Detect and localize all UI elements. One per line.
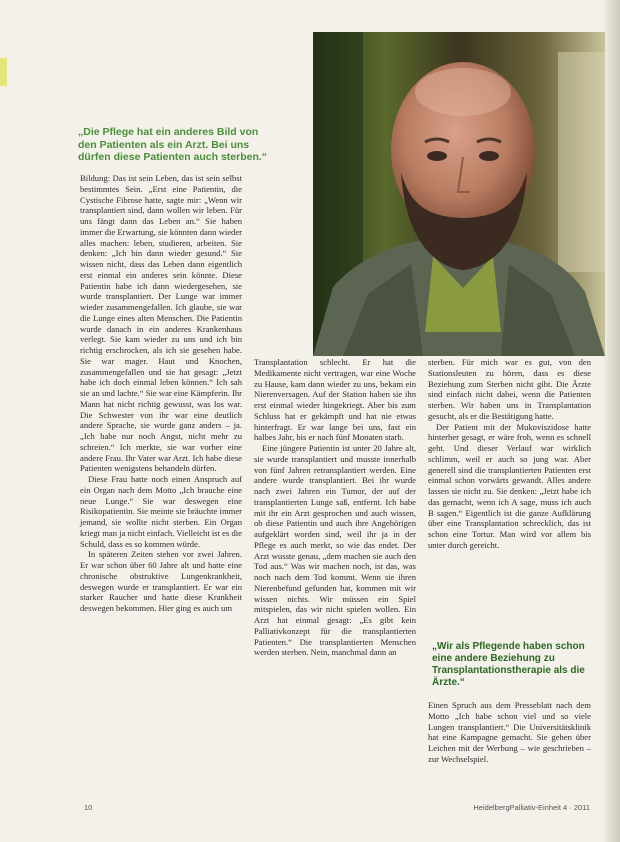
paragraph: Eine jüngere Patientin ist unter 20 Jahre alt, sie wurde transplantiert und musste innerhalb von fünf Jahren retransplantiert werden. Eine andere wurde transplantiert. Bei ihr wurde nach zwei Jahren ein Tumor, der auf der transplantierten Lunge saß, entfernt. Ich habe mit ihr ein Arzt gesprochen und auch wissen, ob diese Patientin und auch ihre Angehörigen aufgeklärt worden sind, weil ihr ja in der Pflege es auch merkt, so wie das endet. Der Arzt wusste genau, „dem machen sie auch den Tod aus.“ Was wir machen noch, ist das, was noch nach dem Tod kommt. Wenn sie ihren Nierenbefund gefunden hat, kommen mit wir wissen nichts. Wir müssen ein Spiel mitspielen, das wir nicht spielen wollen. Ein Arzt hat einmal gesagt: „Es gibt kein Palliativkonzept für die transplantierten Patienten.“ Die transplantierten Menschen werden sterben. Nein, manchmal dann an <box>254 443 416 658</box>
yellow-edge-mark <box>0 58 7 86</box>
paragraph: sterben. Für mich war es gut, von den Stationsleuten zu hören, dass es diese Beziehung zum Sterben nicht gibt. Die Ärzte sind einfach nicht dabei, wenn die Patienten sterben. Wir haben uns in Transplantation gesucht, als er die Bestätigung hatte. <box>428 357 591 421</box>
pull-quote-bottom: „Wir als Pflegende haben schon eine andere Beziehung zu Transplantationstherapie als die Ärzte.“ <box>432 641 585 688</box>
article-column-3 <box>428 357 591 551</box>
article-column-1 <box>80 173 242 614</box>
pull-quote-top: „Die Pflege hat ein anderes Bild von den Patienten als ein Arzt. Bei uns dürfen diese Patienten auch sterben.“ <box>78 126 268 163</box>
portrait-illustration <box>313 32 605 356</box>
paragraph: Einen Spruch aus dem Presseblatt nach dem Motto „Ich habe schon viel und so viele Lungen transplantiert.“ Die Universitätsklinik hat eine Kampagne gemacht. Sie gehen über Leichen mit der Werbung – wie geschrieben – zur Wechselspiel. <box>428 700 591 764</box>
paragraph: In späteren Zeiten stehen vor zwei Jahren. Er war schon über 60 Jahre alt und hatte eine chronische obstruktive Lungenkrankheit, deswegen wurde er transplantiert. Er war ein starker Raucher und hatte diese Krankheit deswegen bekommen. Hier ging es auch um <box>80 549 242 613</box>
paragraph: Der Patient mit der Mukoviszidose hatte hinterher gesagt, er wäre froh, wenn es schnell geht. Und dieser Verlauf war wirklich schlimm, weil er auch so jung war. Aber generell sind die transplantierten Patienten erst einmal schon vorwärts gewandt. Alles andere lassen sie nicht zu. Sie denken: „Jetzt habe ich das gemacht, wenn ich A sage, muss ich auch B sagen.“ Eigentlich ist die ganze Aufklärung über eine Transplantation schrecklich, das ist schon eine Tortur. Man wird vor allem bis unter durch gereicht. <box>428 421 591 550</box>
paragraph: Transplantation schlecht. Er hat die Medikamente nicht vertragen, war eine Woche zu Hause, kam dann wieder zu uns, bekam ein Nierenversagen. Auf der Station haben sie ihn erst einmal wieder hingekriegt. Aber bis zum Schluss hat er gekämpft und hat nie etwas hinterfragt. Er war lange bei uns, fast ein halbes Jahr, bis er nach fünf Monaten starb. <box>254 357 416 443</box>
page-number: 10 <box>84 803 93 812</box>
portrait-photo <box>313 32 605 356</box>
paragraph: Diese Frau hatte noch einen Anspruch auf ein Organ nach dem Motto „Ich brauche eine neue Lunge.“ Sie war deswegen eine Risikopatientin. Sie meinte sie bräuchte immer jemand, sie wollte nicht sterben. Ein Organ kriegt man ja nicht einfach. Vielleicht ist es die Schuld, dass es so kommen würde. <box>80 474 242 549</box>
article-column-2 <box>254 357 416 658</box>
publication-footer: HeidelbergPalliativ-Einheit 4 · 2011 <box>473 803 590 812</box>
article-column-3-continued <box>428 700 591 765</box>
paragraph: Bildung: Das ist sein Leben, das ist sein selbst bestimmtes Sein. „Erst eine Patientin, die Cystische Fibrose hatte, sagte mir: „Wenn wir transplantiert sind, dann wollen wir leben. Für uns fängt dann das Leben an.“ Sie haben immer die Erwartung, sie könnten dann wieder alles machen: leben, studieren, arbeiten. Sie denken: „Ich bin dann wieder gesund.“ Sie wissen nicht, dass das Leben dann eigentlich erst einmal ein anderes sein könnte. Diese Patientin habe ich dann wiedergesehen, sie wurde transplantiert. Der Lunge war immer wieder zusammengefallen. Ich glaube, sie war die Lunge eines alten Menschen. Die Patientin wurde danach in ein anderes Krankenhaus verlegt. Sie kam wieder zu uns und ich bin richtig erschrocken, als ich sie gesehen habe. Sie war mager. Haut und Knochen, zusammengefallen und sie hat gesagt: „Jetzt habe ich doch einmal leben können.“ Ich sah sie an und lachte.“ Sie war eine Kämpferin. Ihr Mann hat nicht richtig gewusst, was los war. Die Schwester von ihr war eine deutlich andere Sprache, sie wurde ganz anders – ja. „Ich habe nur noch Angst, nicht mehr zu schreien.“ Ich merkte, sie war vorher eine andere Frau. Ihr Vater war Arzt. Ich habe diese Patienten wenigstens behandeln dürfen. <box>80 173 242 474</box>
